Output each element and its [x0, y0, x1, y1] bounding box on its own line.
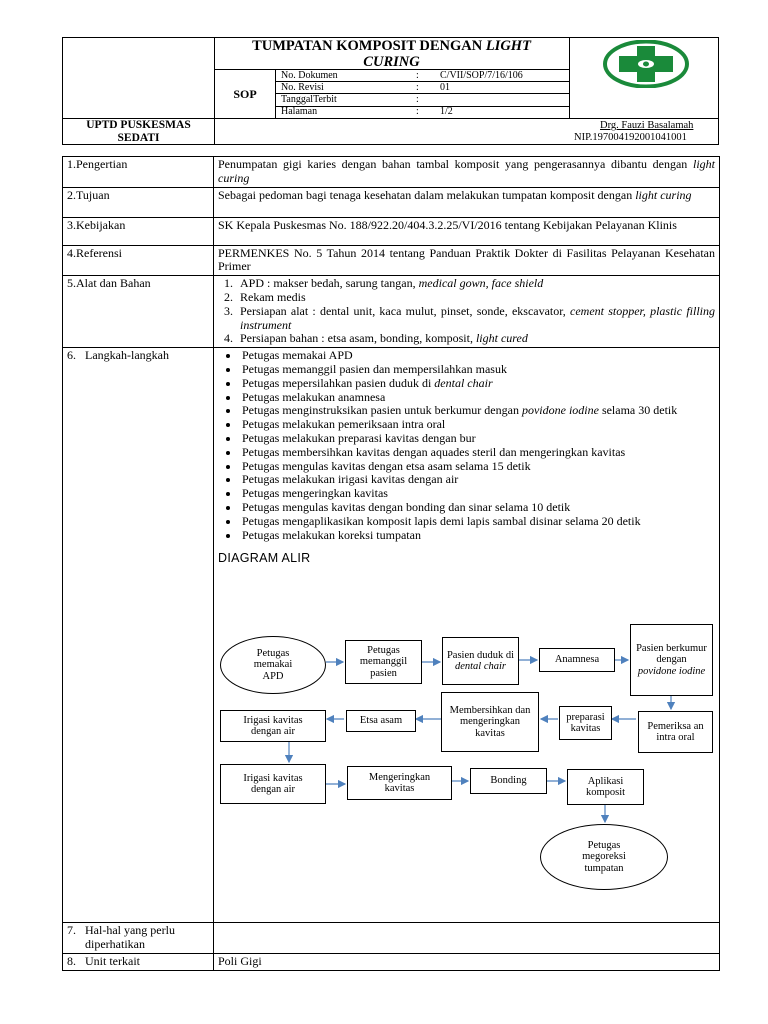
list-item: • Petugas melakukan koreksi tumpatan [240, 529, 715, 543]
field-no-dokumen: No. Dokumen [281, 70, 338, 81]
list-item: • Petugas melakukan irigasi kavitas dengan air [240, 473, 715, 487]
label-unit-terkait: 8. Unit terkait [63, 953, 214, 970]
document-title: TUMPATAN KOMPOSIT DENGAN LIGHT CURING [252, 38, 531, 70]
list-item: • Petugas mengulas kavitas dengan bonding dan sinar selama 10 detik [240, 501, 715, 515]
list-item: 3. Persiapan alat : dental unit, kaca mulut, pinset, sonde, ekscavator, cement stopper, plastic filling instrument [236, 305, 715, 333]
text-unit-terkait: Poli Gigi [214, 953, 720, 970]
sop-label: SOP [233, 87, 257, 101]
flow-node-preparasi-kavitas: preparasi kavitas [559, 706, 612, 740]
field-sep: : [416, 82, 419, 93]
list-item: • Petugas mepersilahkan pasien duduk di dental chair [240, 377, 715, 391]
flow-node-koreksi-tumpatan: Petugas megoreksi tumpatan [540, 824, 668, 890]
field-value: 1/2 [440, 106, 453, 117]
diagram-title: DIAGRAM ALIR [218, 551, 311, 566]
flow-node-berkumur: Pasien berkumur dengan povidone iodine [630, 624, 713, 696]
list-item: 2. Rekam medis [236, 291, 715, 305]
flow-node-pemeriksaan-intra-oral: Pemeriksa an intra oral [638, 711, 713, 753]
list-item: 1. APD : makser bedah, sarung tangan, medical gown, face shield [236, 277, 715, 291]
list-item: • Petugas memanggil pasien dan mempersilahkan masuk [240, 363, 715, 377]
field-tanggal-terbit: TanggalTerbit [281, 94, 337, 105]
list-item: • Petugas mengulas kavitas dengan etsa asam selama 15 detik [240, 460, 715, 474]
signer-name: Drg. Fauzi Basalamah [600, 120, 694, 131]
label-hal-hal: 7. Hal-hal yang perlu diperhatikan [63, 923, 214, 954]
field-no-revisi: No. Revisi [281, 82, 324, 93]
label-tujuan: 2.Tujuan [63, 187, 214, 217]
list-item: • Petugas memakai APD [240, 349, 715, 363]
label-langkah: 6. Langkah-langkah [63, 348, 214, 923]
flow-node-anamnesa: Anamnesa [539, 648, 615, 672]
flow-node-irigasi-1: Irigasi kavitas dengan air [220, 710, 326, 742]
field-value: 01 [440, 82, 450, 93]
label-referensi: 4.Referensi [63, 245, 214, 276]
field-halaman: Halaman [281, 106, 318, 117]
text-tujuan: Sebagai pedoman bagi tenaga kesehatan dalam melakukan tumpatan komposit dengan light curing [214, 187, 720, 217]
list-item: • Petugas membersihkan kavitas dengan aquades steril dan mengeringkan kavitas [240, 446, 715, 460]
list-item: • Petugas mengeringkan kavitas [240, 487, 715, 501]
list-item: • Petugas mengaplikasikan komposit lapis demi lapis sambal disinar selama 20 detik [240, 515, 715, 529]
list-item: • Petugas melakukan pemeriksaan intra oral [240, 418, 715, 432]
text-kebijakan: SK Kepala Puskesmas No. 188/922.20/404.3.2.25/VI/2016 tentang Kebijakan Pelayanan Klinis [214, 217, 720, 245]
flow-node-petugas-apd: Petugas memakai APD [220, 636, 326, 694]
field-value: C/VII/SOP/7/16/106 [440, 70, 523, 81]
text-pengertian: Penumpatan gigi karies dengan bahan tambal komposit yang pengerasannya dibantu dengan light curing [214, 157, 720, 188]
label-pengertian: 1.Pengertian [63, 157, 214, 188]
field-sep: : [416, 106, 419, 117]
list-item: • Petugas melakukan preparasi kavitas dengan bur [240, 432, 715, 446]
flow-node-etsa-asam: Etsa asam [346, 710, 416, 732]
flow-node-membersihkan-kavitas: Membersihkan dan mengeringkan kavitas [441, 692, 539, 752]
text-referensi: PERMENKES No. 5 Tahun 2014 tentang Panduan Praktik Dokter di Fasilitas Pelayanan Kesehatan Primer [214, 245, 720, 276]
flow-node-mengeringkan-kavitas: Mengeringkan kavitas [347, 766, 452, 800]
org-name: UPTD PUSKESMAS SEDATI [86, 119, 191, 144]
list-item: • Petugas menginstruksikan pasien untuk berkumur dengan povidone iodine selama 30 detik [240, 404, 715, 418]
flow-node-bonding: Bonding [470, 768, 547, 794]
field-sep: : [416, 70, 419, 81]
flow-node-aplikasi-komposit: Aplikasi komposit [567, 769, 644, 805]
label-kebijakan: 3.Kebijakan [63, 217, 214, 245]
list-item: • Petugas melakukan anamnesa [240, 391, 715, 405]
list-item: 4. Persiapan bahan : etsa asam, bonding, komposit, light cured [236, 332, 715, 346]
label-alat-bahan: 5.Alat dan Bahan [63, 276, 214, 348]
signer-nip: NIP.197004192001041001 [574, 132, 687, 143]
flow-node-duduk-dental-chair: Pasien duduk di dental chair [442, 637, 519, 685]
field-sep: : [416, 94, 419, 105]
flow-node-memanggil-pasien: Petugas memanggil pasien [345, 640, 422, 684]
flow-node-irigasi-2: Irigasi kavitas dengan air [220, 764, 326, 804]
